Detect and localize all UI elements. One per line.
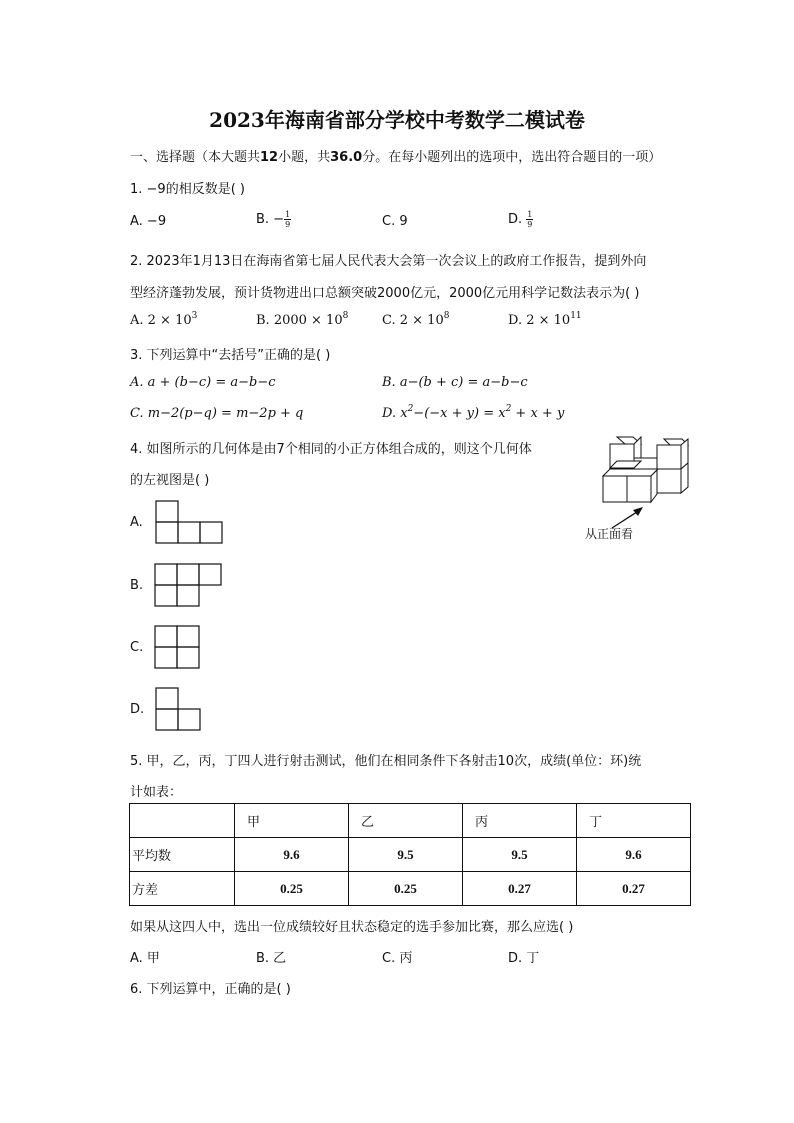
question-5-line-1: 5. 甲，乙，丙，丁四人进行射击测试，他们在相同条件下各射击10次，成绩(单位：环)统 bbox=[130, 754, 642, 769]
table-header-cell: 甲 bbox=[235, 804, 349, 838]
q2-d-exponent: 11 bbox=[570, 311, 582, 321]
cube-solid-figure bbox=[600, 436, 694, 530]
q3-option-b: B. a−(b + c) = a−b−c bbox=[382, 375, 528, 390]
q4-option-c: C. bbox=[130, 640, 144, 655]
section-mid: 小题，共 bbox=[278, 150, 331, 165]
q2-option-a bbox=[130, 313, 197, 328]
q2-a-exponent: 3 bbox=[191, 311, 198, 321]
q2-b-exponent: 8 bbox=[342, 311, 349, 321]
table-row bbox=[130, 872, 691, 906]
q1-option-d-fraction bbox=[526, 210, 533, 229]
cube-top-face bbox=[603, 469, 658, 476]
scores-table bbox=[129, 803, 691, 906]
q1-d-denominator: 9 bbox=[527, 220, 533, 229]
q2-option-b bbox=[256, 313, 348, 328]
q4-option-a-view bbox=[155, 500, 223, 545]
q4-option-a: A. bbox=[130, 515, 143, 530]
table-header-cell: 丁 bbox=[577, 804, 691, 838]
q4-option-c-view bbox=[154, 625, 200, 670]
q1-option-a: A. −9 bbox=[130, 214, 167, 229]
question-3: 3. 下列运算中“去括号”正确的是( ) bbox=[130, 348, 331, 363]
q5-option-b: B. 乙 bbox=[256, 951, 287, 966]
q1-option-b-fraction bbox=[284, 210, 291, 229]
q5-option-c: C. 丙 bbox=[382, 951, 413, 966]
table-cell: 9.5 bbox=[349, 838, 463, 872]
row-label: 平均数 bbox=[130, 838, 235, 872]
question-2-line-1: 2. 2023年1月13日在海南省第七届人民代表大会第一次会议上的政府工作报告，提到外向 bbox=[130, 254, 647, 269]
view-arrow-head bbox=[633, 507, 643, 516]
q1-option-d bbox=[508, 210, 533, 229]
section-suffix: 分。在每小题列出的选项中，选出符合题目的一项） bbox=[362, 150, 662, 165]
q4-option-d-view bbox=[155, 687, 201, 732]
q3-d-part3: + x + y bbox=[511, 406, 565, 421]
q2-d-base: D. 2 × 10 bbox=[508, 313, 571, 328]
q2-c-exponent: 8 bbox=[443, 311, 450, 321]
q5-option-d: D. 丁 bbox=[508, 951, 540, 966]
q4-option-b-view bbox=[154, 563, 222, 608]
q2-option-c bbox=[382, 313, 449, 328]
table-cell: 0.25 bbox=[235, 872, 349, 906]
q5-option-a: A. 甲 bbox=[130, 951, 160, 966]
table-cell: 9.6 bbox=[577, 838, 691, 872]
q3-option-c: C. m−2(p−q) = m−2p + q bbox=[130, 406, 304, 421]
cube-side-face bbox=[651, 470, 657, 502]
cube-front-face bbox=[657, 469, 681, 493]
question-1: 1. −9的相反数是( ) bbox=[130, 182, 245, 197]
section-count: 12 bbox=[260, 150, 279, 165]
q1-option-d-label: D. bbox=[508, 212, 527, 227]
q4-option-b: B. bbox=[130, 578, 144, 593]
table-row bbox=[130, 838, 691, 872]
q1-b-numerator: 1 bbox=[285, 210, 291, 219]
section-score: 36.0 bbox=[330, 150, 363, 165]
q1-option-b bbox=[256, 210, 291, 229]
table-cell: 0.27 bbox=[577, 872, 691, 906]
question-4-line-1: 4. 如图所示的几何体是由7个相同的小正方体组合成的，则这个几何体 bbox=[130, 442, 532, 457]
table-header-row bbox=[130, 804, 691, 838]
q1-b-denominator: 9 bbox=[285, 220, 291, 229]
question-2-line-2: 型经济蓬勃发展，预计货物进出口总额突破2000亿元，2000亿元用科学记数法表示为( ) bbox=[130, 286, 640, 301]
q3-d-part1: D. x bbox=[382, 406, 408, 421]
q2-option-d bbox=[508, 313, 582, 328]
page-title: 2023年海南省部分学校中考数学二模试卷 bbox=[209, 108, 585, 132]
question-4-line-2: 的左视图是( ) bbox=[130, 473, 210, 488]
table-header-cell: 丙 bbox=[463, 804, 577, 838]
q4-option-d: D. bbox=[130, 702, 145, 717]
q2-c-base: C. 2 × 10 bbox=[382, 313, 444, 328]
question-5-prompt: 如果从这四人中，选出一位成绩较好且状态稳定的选手参加比赛，那么应选( ) bbox=[130, 920, 574, 935]
cube-front-face bbox=[603, 476, 627, 502]
table-cell: 9.5 bbox=[463, 838, 577, 872]
q1-option-c: C. 9 bbox=[382, 214, 408, 229]
q2-b-base: B. 2000 × 10 bbox=[256, 313, 343, 328]
q3-d-part2: −(−x + y) = x bbox=[413, 406, 506, 421]
table-cell: 0.25 bbox=[349, 872, 463, 906]
table-header-cell bbox=[130, 804, 235, 838]
table-cell: 9.6 bbox=[235, 838, 349, 872]
row-label: 方差 bbox=[130, 872, 235, 906]
question-5-line-2: 计如表： bbox=[130, 785, 183, 800]
question-6: 6. 下列运算中，正确的是( ) bbox=[130, 982, 291, 997]
q3-option-a: A. a + (b−c) = a−b−c bbox=[130, 375, 276, 390]
table-header-cell: 乙 bbox=[349, 804, 463, 838]
cube-front-face bbox=[657, 445, 681, 469]
cube-front-face bbox=[627, 476, 651, 502]
figure-caption: 从正面看 bbox=[585, 527, 634, 541]
q1-d-numerator: 1 bbox=[527, 210, 533, 219]
cube-side-face bbox=[681, 463, 688, 493]
q1-option-b-label: B. − bbox=[256, 212, 285, 227]
table-cell: 0.27 bbox=[463, 872, 577, 906]
q3-d-exponent-1: 2 bbox=[407, 404, 414, 414]
q2-a-base: A. 2 × 10 bbox=[130, 313, 192, 328]
section-heading bbox=[130, 146, 661, 165]
q3-option-d bbox=[382, 406, 564, 421]
q3-d-exponent-2: 2 bbox=[505, 404, 512, 414]
section-prefix: 一、选择题（本大题共 bbox=[130, 150, 261, 165]
